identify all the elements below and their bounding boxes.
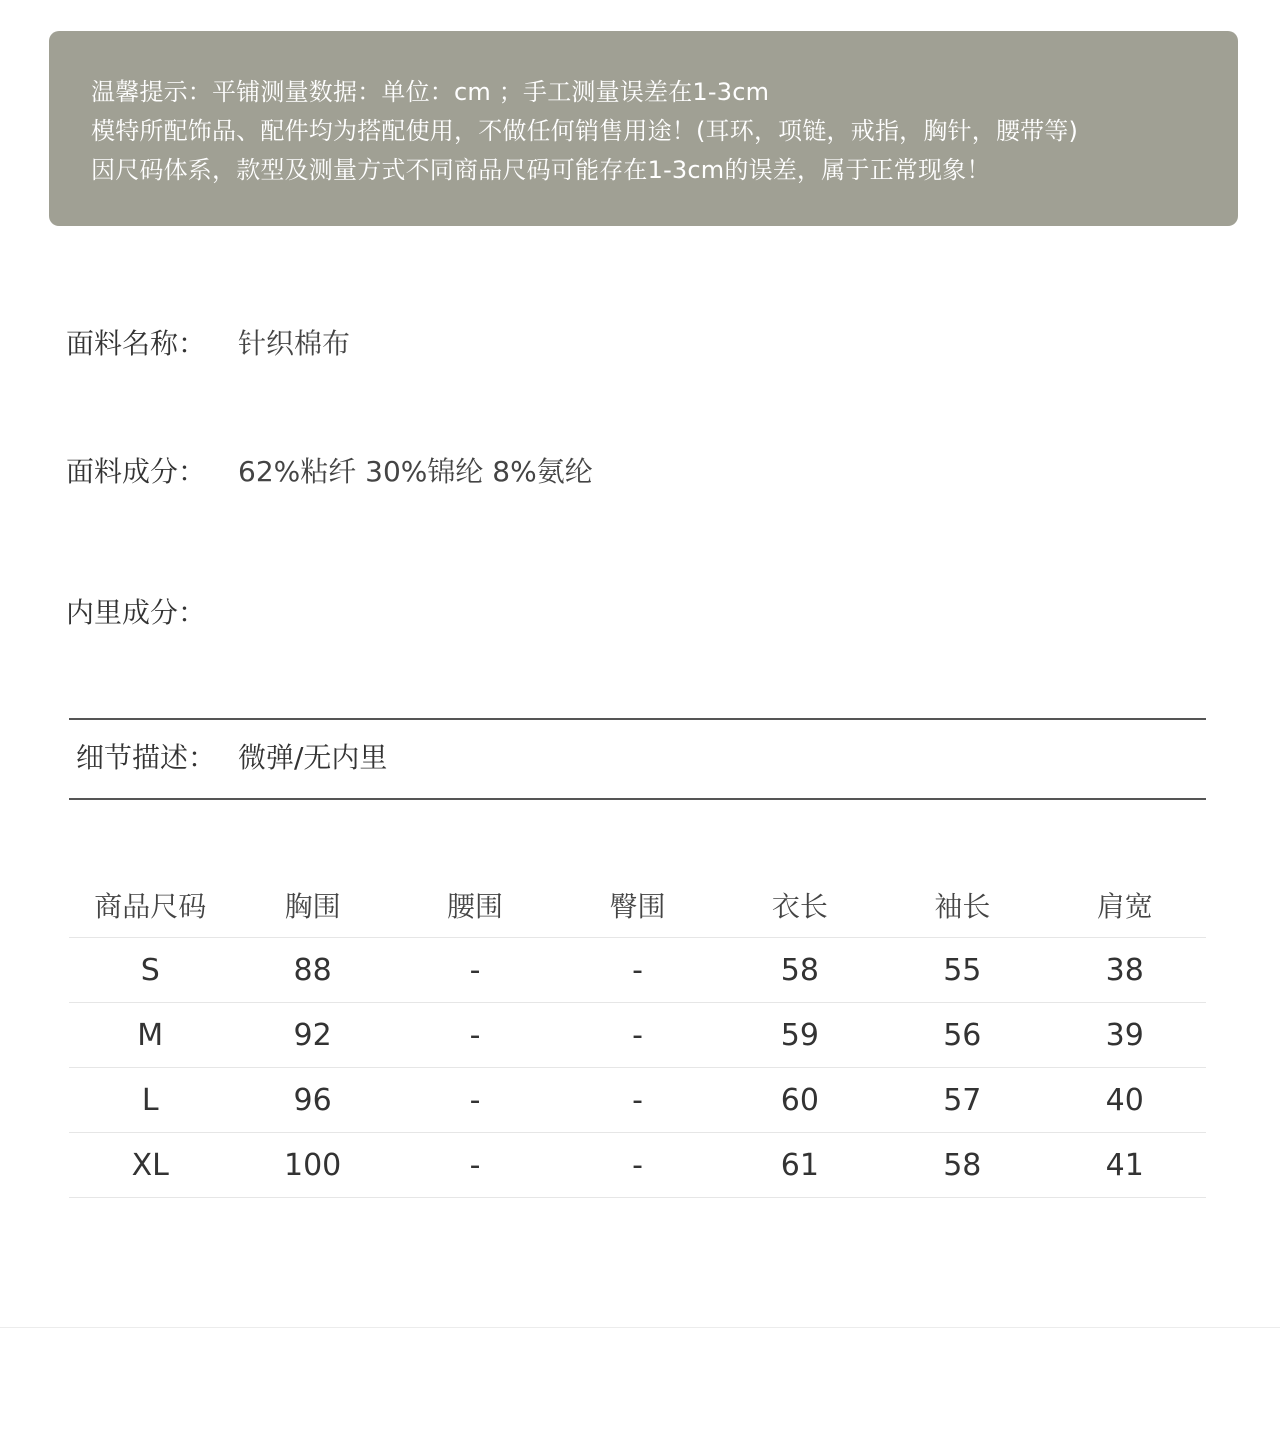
size-chart-table — [69, 873, 1206, 1198]
cell-sleeve: 56 — [881, 1003, 1043, 1068]
notice-line-2: 模特所配饰品、配件均为搭配使用，不做任何销售用途！(耳环，项链，戒指，胸针，腰带等) — [91, 117, 1079, 145]
cell-shoulder: 39 — [1044, 1003, 1206, 1068]
cell-waist: - — [394, 1003, 556, 1068]
detail-description-label: 细节描述： — [76, 741, 217, 774]
cell-size: S — [69, 938, 231, 1003]
notice-line-1: 温馨提示：平铺测量数据：单位：cm ；手工测量误差在1-3cm — [91, 78, 770, 106]
cell-sleeve: 57 — [881, 1068, 1043, 1133]
fabric-name-label: 面料名称： — [66, 327, 207, 360]
table-row — [69, 1133, 1206, 1198]
table-row — [69, 938, 1206, 1003]
cell-chest: 88 — [231, 938, 393, 1003]
cell-sleeve: 58 — [881, 1133, 1043, 1198]
cell-hip: - — [556, 1003, 718, 1068]
header-chest: 胸围 — [231, 873, 393, 938]
lining-composition-label: 内里成分： — [66, 596, 207, 629]
fabric-name-row — [66, 326, 350, 362]
cell-size: M — [69, 1003, 231, 1068]
cell-length: 61 — [719, 1133, 881, 1198]
cell-chest: 96 — [231, 1068, 393, 1133]
cell-shoulder: 40 — [1044, 1068, 1206, 1133]
header-size: 商品尺码 — [69, 873, 231, 938]
lining-composition-row — [66, 595, 238, 631]
header-shoulder: 肩宽 — [1044, 873, 1206, 938]
detail-description-box — [69, 718, 1206, 800]
fabric-composition-row — [66, 454, 593, 490]
size-table-header-row — [69, 873, 1206, 938]
cell-waist: - — [394, 938, 556, 1003]
cell-shoulder: 38 — [1044, 938, 1206, 1003]
notice-line-3: 因尺码体系，款型及测量方式不同商品尺码可能存在1-3cm的误差，属于正常现象！ — [91, 156, 991, 184]
cell-length: 60 — [719, 1068, 881, 1133]
cell-hip: - — [556, 938, 718, 1003]
cell-chest: 100 — [231, 1133, 393, 1198]
cell-length: 59 — [719, 1003, 881, 1068]
detail-description-value: 微弹/无内里 — [238, 741, 388, 774]
cell-shoulder: 41 — [1044, 1133, 1206, 1198]
cell-hip: - — [556, 1068, 718, 1133]
cell-waist: - — [394, 1068, 556, 1133]
cell-waist: - — [394, 1133, 556, 1198]
header-length: 衣长 — [719, 873, 881, 938]
header-sleeve: 袖长 — [881, 873, 1043, 938]
table-row — [69, 1003, 1206, 1068]
table-row — [69, 1068, 1206, 1133]
header-hip: 臀围 — [556, 873, 718, 938]
cell-sleeve: 55 — [881, 938, 1043, 1003]
cell-size: XL — [69, 1133, 231, 1198]
header-waist: 腰围 — [394, 873, 556, 938]
footer-divider — [0, 1327, 1280, 1328]
cell-length: 58 — [719, 938, 881, 1003]
cell-hip: - — [556, 1133, 718, 1198]
cell-chest: 92 — [231, 1003, 393, 1068]
fabric-name-value: 针织棉布 — [238, 327, 351, 360]
cell-size: L — [69, 1068, 231, 1133]
size-notice-banner — [49, 31, 1238, 226]
fabric-composition-value: 62%粘纤 30%锦纶 8%氨纶 — [238, 455, 593, 488]
fabric-composition-label: 面料成分： — [66, 455, 207, 488]
